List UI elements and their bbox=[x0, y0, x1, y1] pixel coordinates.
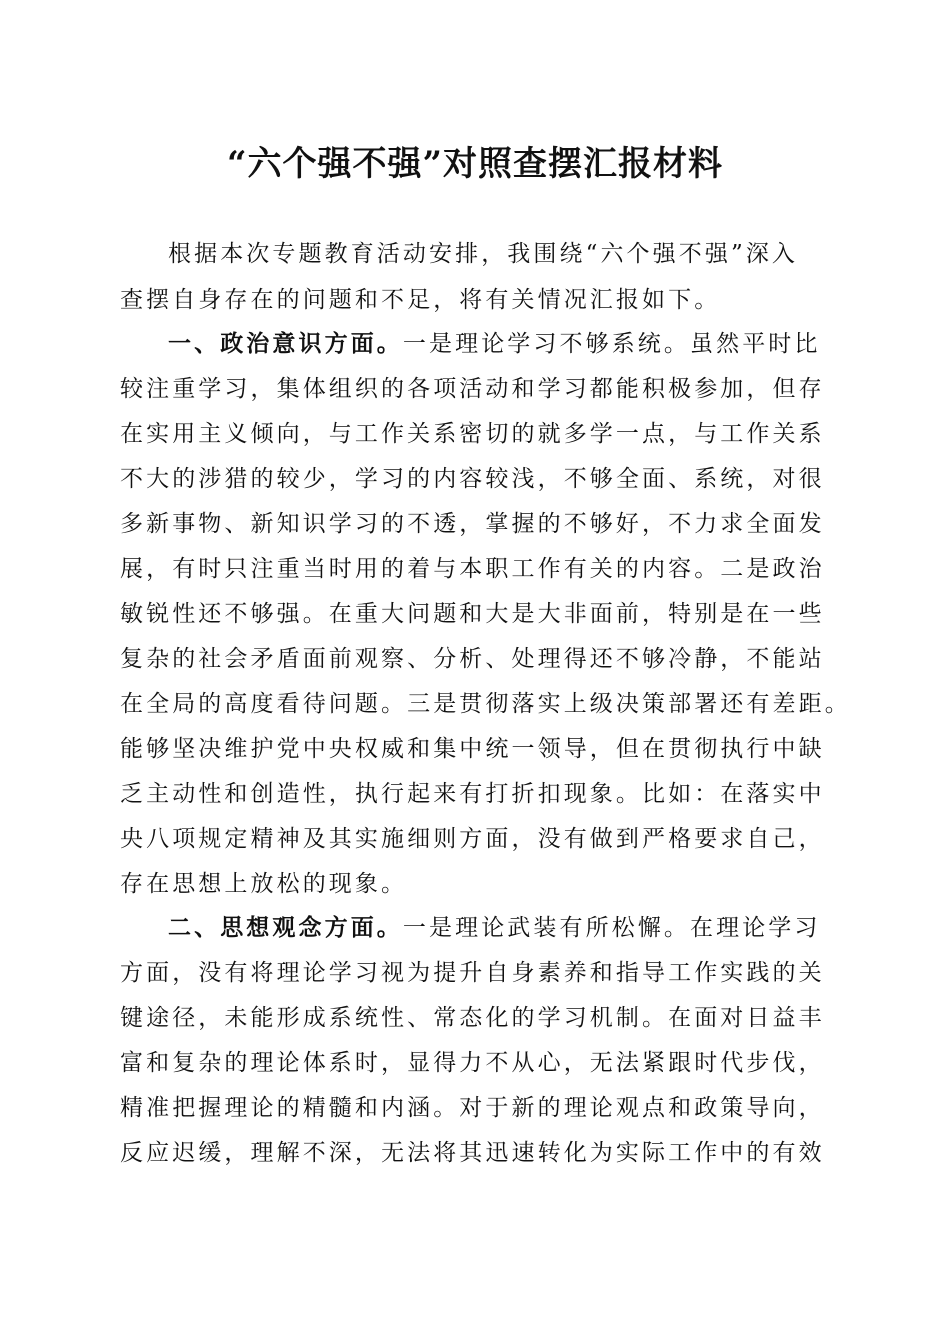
section-1-first-line bbox=[168, 328, 888, 360]
paragraph-line: 方面，没有将理论学习视为提升自身素养和指导工作实践的关 bbox=[120, 960, 825, 986]
paragraph-line: 不大的涉猎的较少，学习的内容较浅，不够全面、系统，对很 bbox=[120, 466, 825, 492]
section-2-first-text: 一是理论武装有所松懈。在理论学习 bbox=[402, 915, 821, 941]
paragraph-line: 查摆自身存在的问题和不足，将有关情况汇报如下。 bbox=[120, 287, 721, 313]
paragraph-line: 在实用主义倾向，与工作关系密切的就多学一点，与工作关系 bbox=[120, 421, 825, 447]
paragraph-line: 能够坚决维护党中央权威和集中统一领导，但在贯彻执行中缺 bbox=[120, 736, 825, 762]
paragraph-line: 在全局的高度看待问题。三是贯彻落实上级决策部署还有差距。 bbox=[120, 691, 851, 717]
paragraph-line: 乏主动性和创造性，执行起来有打折扣现象。比如：在落实中 bbox=[120, 781, 825, 807]
paragraph-line: 键途径，未能形成系统性、常态化的学习机制。在面对日益丰 bbox=[120, 1005, 825, 1031]
paragraph-line: 富和复杂的理论体系时，显得力不从心，无法紧跟时代步伐， bbox=[120, 1050, 825, 1076]
paragraph-line: 多新事物、新知识学习的不透，掌握的不够好，不力求全面发 bbox=[120, 511, 825, 537]
paragraph-line: 根据本次专题教育活动安排，我围绕“六个强不强”深入 bbox=[168, 241, 799, 267]
paragraph-line: 敏锐性还不够强。在重大问题和大是大非面前，特别是在一些 bbox=[120, 601, 825, 627]
section-2-first-line bbox=[168, 912, 888, 944]
section-1-first-text: 一是理论学习不够系统。虽然平时比 bbox=[402, 331, 821, 357]
paragraph-line: 存在思想上放松的现象。 bbox=[120, 871, 408, 897]
paragraph-line: 展，有时只注重当时用的着与本职工作有关的内容。二是政治 bbox=[120, 556, 825, 582]
paragraph-line: 复杂的社会矛盾面前观察、分析、处理得还不够冷静，不能站 bbox=[120, 646, 825, 672]
document-title: “六个强不强”对照查摆汇报材料 bbox=[226, 144, 724, 184]
section-1-heading: 一、政治意识方面。 bbox=[168, 331, 403, 357]
paragraph-line: 精准把握理论的精髓和内涵。对于新的理论观点和政策导向， bbox=[120, 1095, 825, 1121]
paragraph-line: 反应迟缓，理解不深，无法将其迅速转化为实际工作中的有效 bbox=[120, 1140, 825, 1166]
paragraph-line: 较注重学习，集体组织的各项活动和学习都能积极参加，但存 bbox=[120, 376, 825, 402]
section-2-heading: 二、思想观念方面。 bbox=[168, 915, 403, 941]
paragraph-line: 央八项规定精神及其实施细则方面，没有做到严格要求自己， bbox=[120, 826, 825, 852]
